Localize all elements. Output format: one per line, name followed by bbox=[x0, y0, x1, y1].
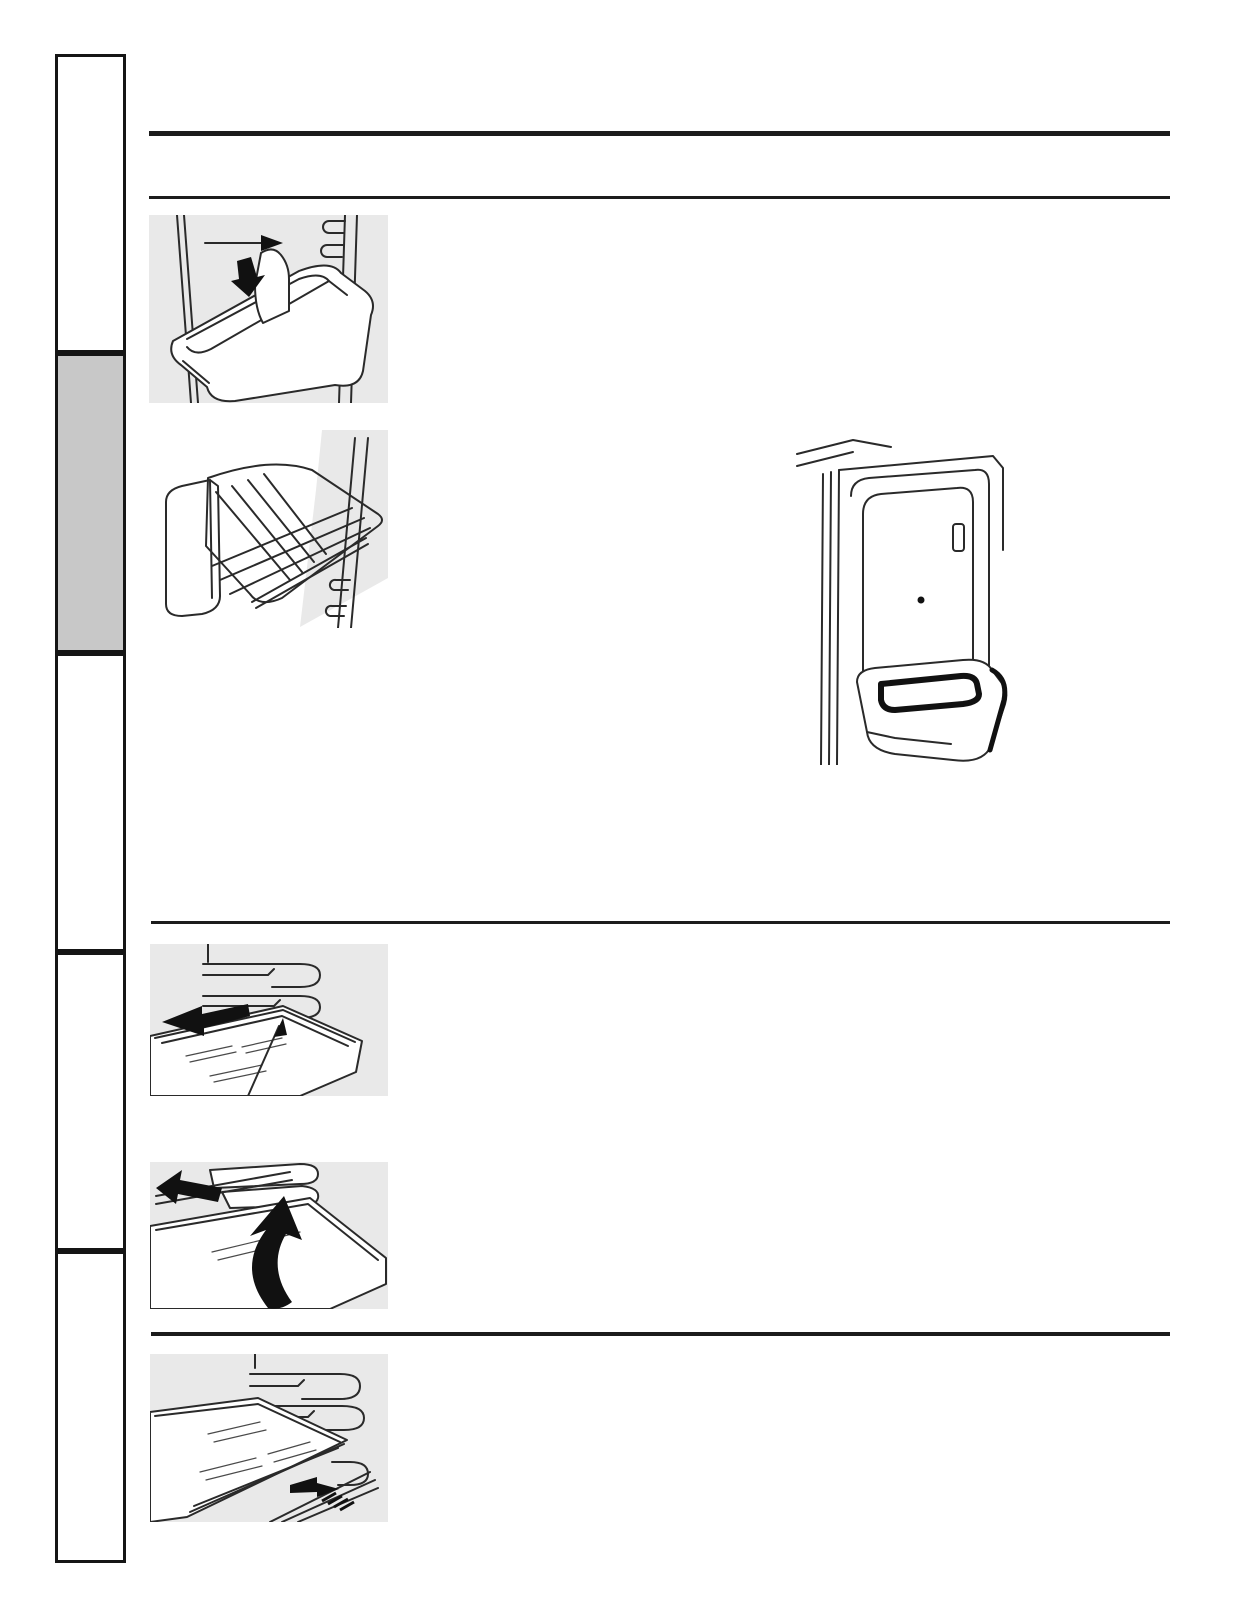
edge-tab-2-active bbox=[58, 356, 123, 650]
door-bin-figure bbox=[149, 215, 388, 403]
edge-tab-4 bbox=[58, 955, 123, 1248]
edge-tab-column bbox=[55, 54, 126, 1563]
section-rule-thin bbox=[149, 196, 1170, 199]
wire-rack-figure bbox=[150, 430, 388, 628]
slide-shelf-illustration bbox=[150, 944, 388, 1096]
section-rule-lower bbox=[151, 1332, 1170, 1336]
edge-tab-5 bbox=[58, 1254, 123, 1560]
dispenser-illustration bbox=[795, 432, 1010, 765]
section-rule-thick bbox=[149, 131, 1170, 136]
tilt-shelf-figure bbox=[150, 1162, 388, 1309]
tilt-shelf-illustration bbox=[150, 1162, 388, 1309]
slide-shelf-figure bbox=[150, 944, 388, 1096]
door-bin-illustration bbox=[149, 215, 388, 403]
edge-tab-3 bbox=[58, 656, 123, 949]
dispenser-figure bbox=[795, 432, 1010, 765]
quickspace-shelf-figure bbox=[150, 1354, 388, 1522]
wire-rack-illustration bbox=[150, 430, 388, 628]
edge-tab-1 bbox=[58, 57, 123, 350]
quickspace-shelf-illustration bbox=[150, 1354, 388, 1522]
section-rule-middle bbox=[151, 921, 1170, 924]
